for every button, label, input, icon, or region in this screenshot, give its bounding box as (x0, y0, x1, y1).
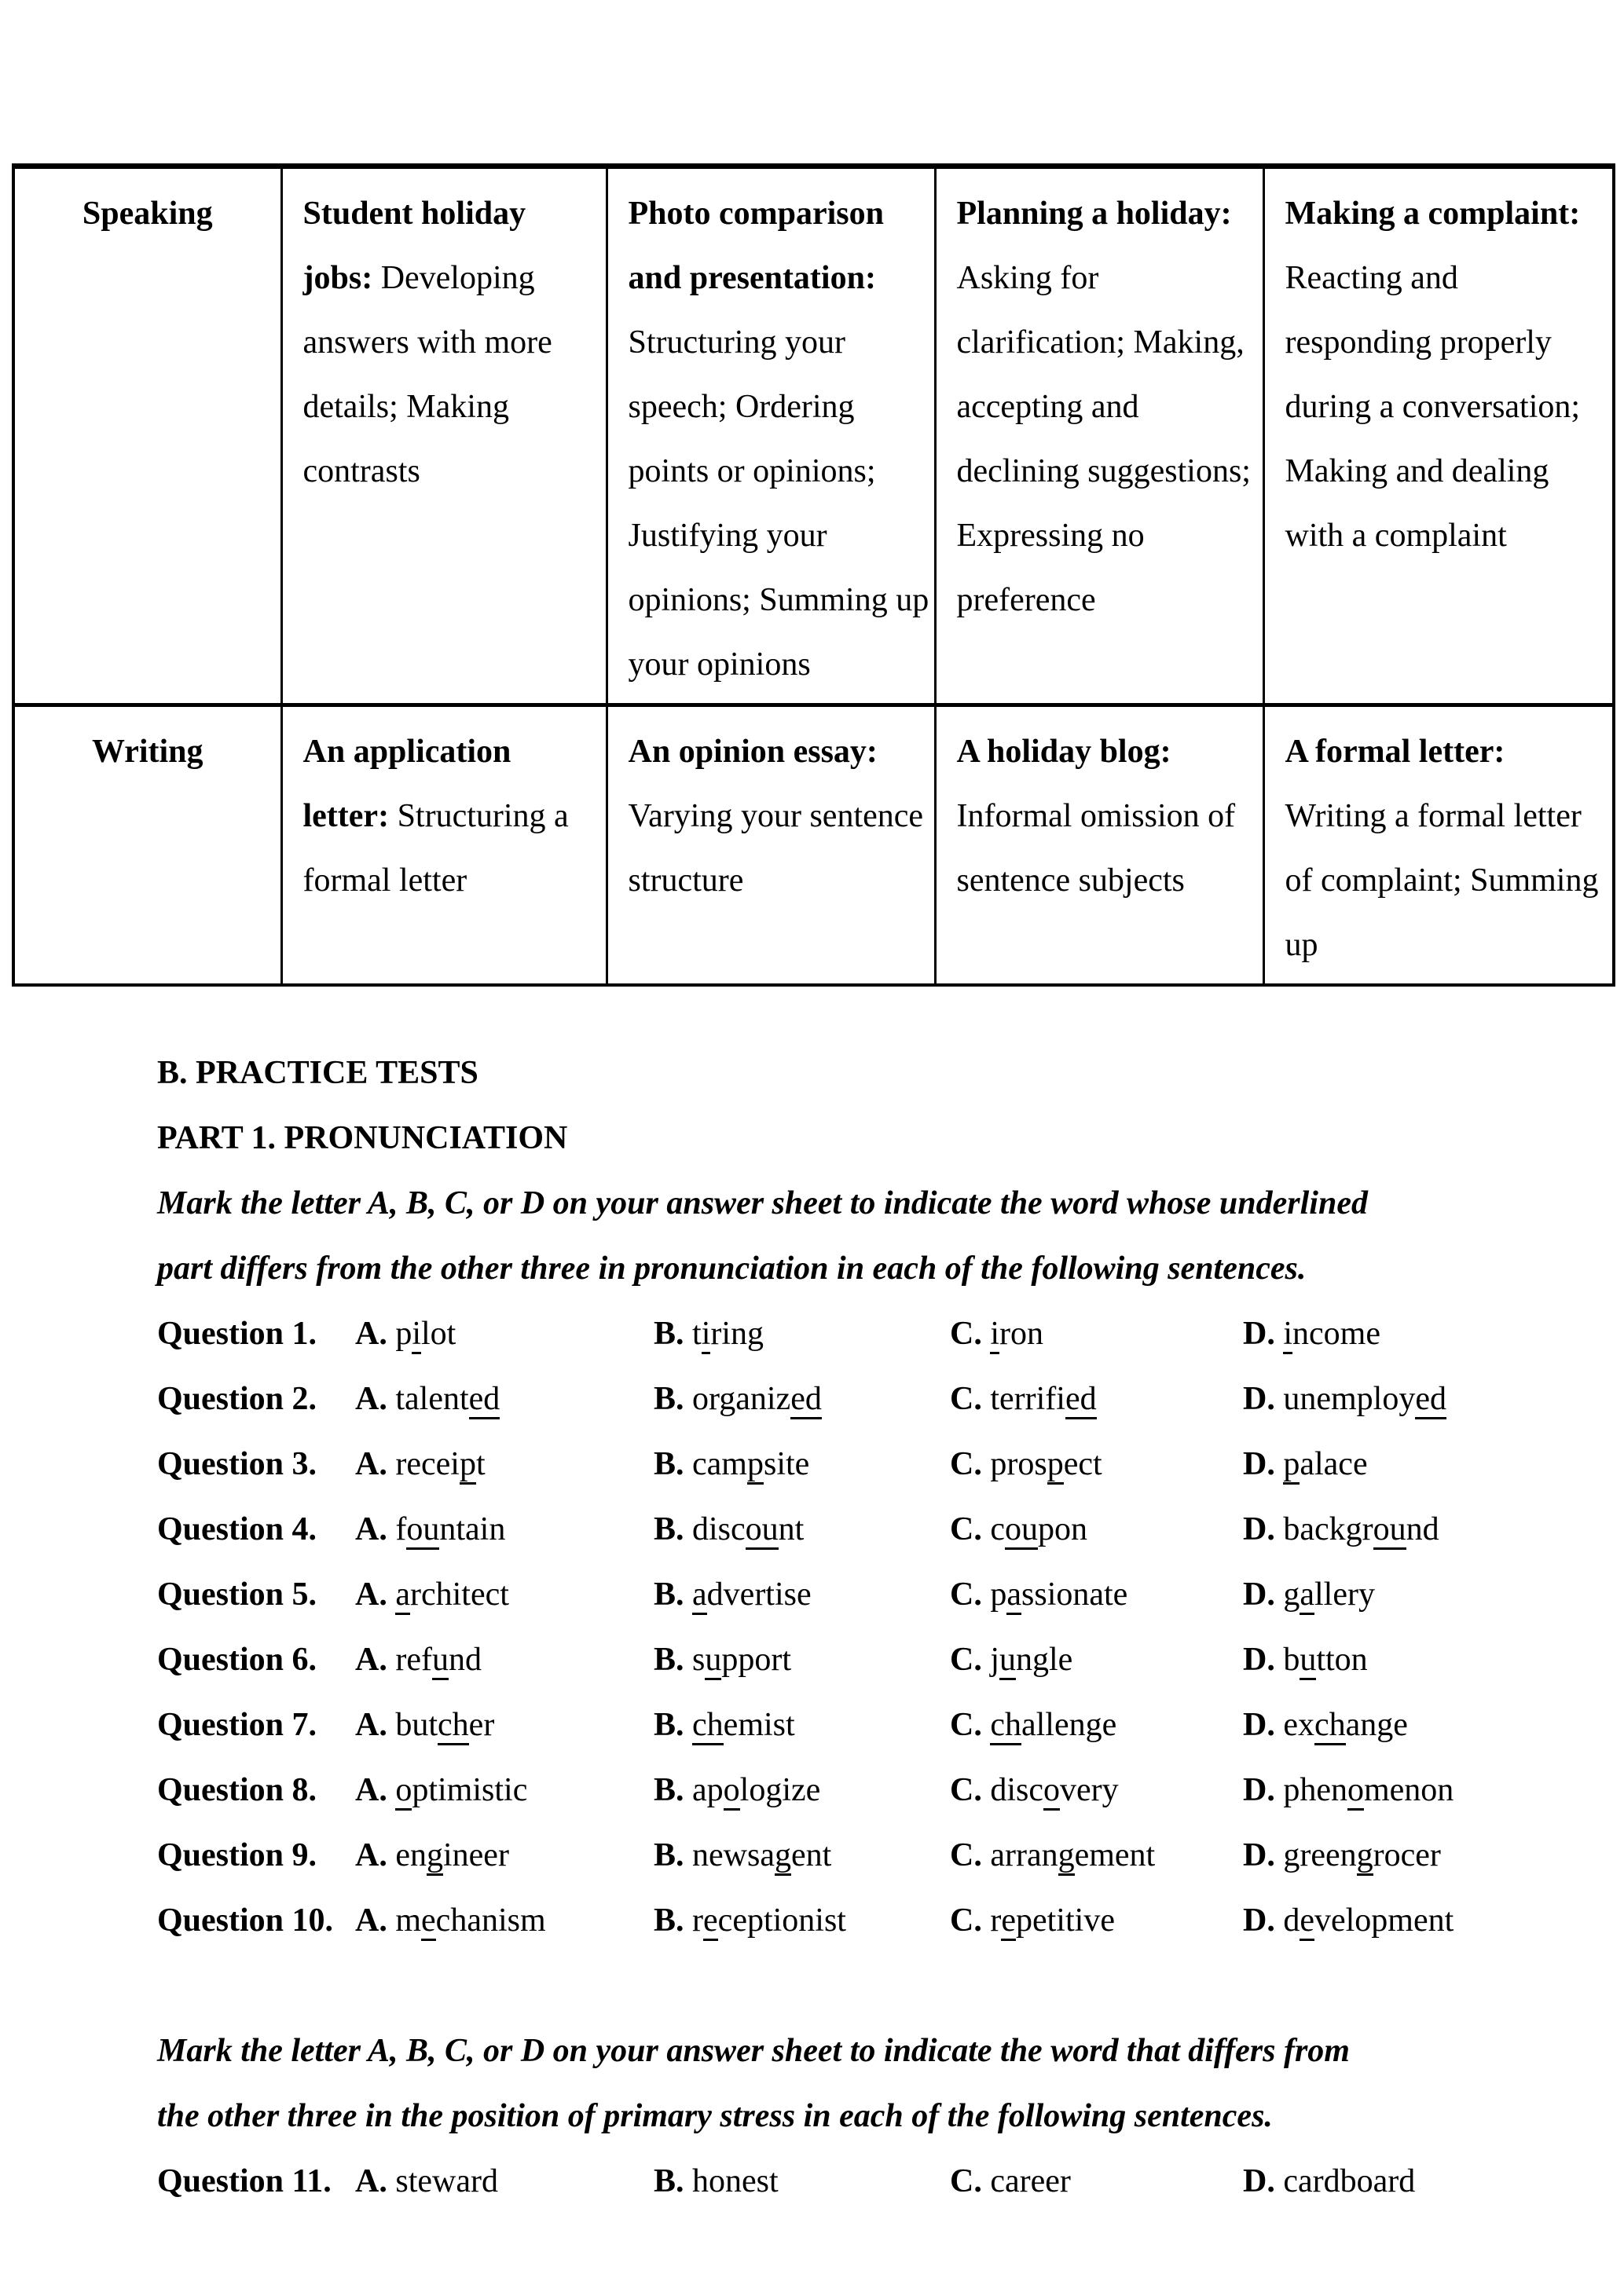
underlined-part: u (432, 1642, 449, 1680)
underlined-part: a (692, 1576, 707, 1615)
underlined-part: o (1347, 1772, 1364, 1811)
option-letter: D. (1243, 1576, 1275, 1613)
option-a: A. optimistic (355, 1758, 654, 1823)
option-a: A. fountain (355, 1497, 654, 1562)
question-row (157, 1758, 1571, 1823)
table-cell: Student holiday jobs: Developing answers with more details; Making contrasts (281, 167, 607, 705)
option-letter: C. (950, 1837, 982, 1873)
underlined-part: p (1047, 1446, 1064, 1485)
underlined-part: e (1001, 1902, 1016, 1941)
test-body (157, 1041, 1571, 2214)
option-b: B. advertise (654, 1562, 950, 1628)
option-c: C. career (950, 2163, 1071, 2199)
option-a: A. pilot (355, 1302, 654, 1367)
option-d: D. button (1243, 1628, 1571, 1693)
instruction-line: Mark the letter A, B, C, or D on your answer sheet to indicate the word whose underlined (157, 1185, 1368, 1221)
option-letter: A. (355, 1576, 387, 1613)
option-b: B. campsite (654, 1432, 950, 1497)
option-letter: B. (654, 1381, 684, 1417)
pronunciation-part (157, 1171, 1571, 1954)
underlined-part: a (395, 1576, 410, 1615)
option-a: A. refund (355, 1628, 654, 1693)
question-label: Question 3. (157, 1446, 317, 1482)
course-table (12, 163, 1615, 987)
underlined-part: i (990, 1316, 999, 1354)
option-a: A. architect (355, 1562, 654, 1628)
option-letter: A. (355, 1772, 387, 1808)
option-letter: C. (950, 1576, 982, 1613)
underlined-part: ch (990, 1707, 1021, 1745)
underlined-part: g (1058, 1837, 1075, 1876)
option-letter: A. (355, 1446, 387, 1482)
option-d: D. cardboard (1243, 2163, 1416, 2199)
option-letter: C. (950, 2163, 982, 2199)
row-label-speaking: Speaking (13, 167, 281, 705)
underlined-part: ed (469, 1381, 500, 1419)
instruction-line: Mark the letter A, B, C, or D on your answer sheet to indicate the word that differs from (157, 2033, 1350, 2069)
option-letter: A. (355, 1511, 387, 1547)
question-label: Question 9. (157, 1837, 317, 1873)
option-c: C. prospect (950, 1432, 1243, 1497)
table-row (13, 705, 1614, 986)
question-label: Question 11. (157, 2163, 332, 2199)
underlined-part: e (421, 1902, 436, 1941)
table-cell: An opinion essay: Varying your sentence structure (607, 705, 935, 986)
underlined-part: p (460, 1446, 476, 1485)
underlined-part: ed (790, 1381, 822, 1419)
underlined-part: a (1006, 1576, 1021, 1615)
option-letter: B. (654, 1316, 684, 1352)
option-letter: B. (654, 1707, 684, 1743)
table-cell: Photo comparison and presentation: Structuring your speech; Ordering points or opinions; Justifying your opinions; Summing up your opinions (607, 167, 935, 705)
option-d: D. palace (1243, 1432, 1571, 1497)
underlined-part: g (427, 1837, 443, 1876)
underlined-part: g (1357, 1837, 1373, 1876)
option-letter: D. (1243, 1446, 1275, 1482)
option-letter: D. (1243, 1381, 1275, 1417)
option-d: D. background (1243, 1497, 1571, 1562)
option-letter: C. (950, 1642, 982, 1678)
underlined-part: e (703, 1902, 718, 1941)
part-heading: PART 1. PRONUNCIATION (157, 1120, 568, 1156)
question-label: Question 4. (157, 1511, 317, 1547)
option-b: B. receptionist (654, 1888, 950, 1954)
question-row (157, 1302, 1571, 1367)
question-label: Question 6. (157, 1642, 317, 1678)
option-c: C. arrangement (950, 1823, 1243, 1888)
cell-topic: An opinion essay: (628, 734, 878, 770)
question-row (157, 1497, 1571, 1562)
table-row (13, 167, 1614, 705)
option-letter: B. (654, 1576, 684, 1613)
question-label: Question 5. (157, 1576, 317, 1613)
option-letter: A. (355, 1707, 387, 1743)
underlined-part: p (747, 1446, 764, 1485)
section-heading: B. PRACTICE TESTS (157, 1055, 478, 1091)
option-a: A. butcher (355, 1693, 654, 1758)
option-letter: B. (654, 1642, 684, 1678)
option-c: C. discovery (950, 1758, 1243, 1823)
underlined-part: o (395, 1772, 412, 1811)
cell-topic: Photo comparison and presentation: (628, 196, 884, 296)
option-letter: D. (1243, 2163, 1275, 2199)
question-row (157, 1562, 1571, 1628)
table-cell: A holiday blog: Informal omission of sentence subjects (935, 705, 1263, 986)
underlined-part: u (705, 1642, 721, 1680)
option-a: A. talented (355, 1367, 654, 1432)
option-d: D. unemployed (1243, 1367, 1571, 1432)
option-letter: A. (355, 1316, 387, 1352)
option-letter: A. (355, 2163, 387, 2199)
option-letter: B. (654, 1446, 684, 1482)
question-row (157, 1432, 1571, 1497)
option-c: C. passionate (950, 1562, 1243, 1628)
spacer (157, 1954, 1571, 2019)
option-d: D. greengrocer (1243, 1823, 1571, 1888)
cell-topic: An application letter: (302, 734, 511, 834)
option-d: D. exchange (1243, 1693, 1571, 1758)
question-row (157, 1823, 1571, 1888)
option-d: D. development (1243, 1888, 1571, 1954)
option-letter: B. (654, 1902, 684, 1939)
underlined-part: ed (1065, 1381, 1097, 1419)
option-letter: D. (1243, 1772, 1275, 1808)
option-c: C. repetitive (950, 1888, 1243, 1954)
option-b: B. newsagent (654, 1823, 950, 1888)
option-a: A. engineer (355, 1823, 654, 1888)
option-c: C. terrified (950, 1367, 1243, 1432)
option-letter: C. (950, 1902, 982, 1939)
underlined-part: i (702, 1316, 711, 1354)
underlined-part: o (1043, 1772, 1060, 1811)
table-cell: A formal letter: Writing a formal letter of complaint; Summing up (1263, 705, 1614, 986)
option-letter: A. (355, 1902, 387, 1939)
question-row (157, 1367, 1571, 1432)
question-label: Question 1. (157, 1316, 317, 1352)
cell-topic: Planning a holiday: (956, 196, 1232, 232)
option-b: B. organized (654, 1367, 950, 1432)
option-letter: C. (950, 1316, 982, 1352)
underlined-part: ch (1314, 1707, 1346, 1745)
option-b: B. tiring (654, 1302, 950, 1367)
option-a: A. mechanism (355, 1888, 654, 1954)
underlined-part: ou (1005, 1511, 1038, 1550)
instruction-line: the other three in the position of primary stress in each of the following sentences. (157, 2098, 1273, 2134)
stress-part (157, 2019, 1571, 2214)
option-d: D. phenomenon (1243, 1758, 1571, 1823)
option-letter: D. (1243, 1316, 1275, 1352)
underlined-part: ou (746, 1511, 779, 1550)
row-label-writing: Writing (13, 705, 281, 986)
underlined-part: u (1300, 1642, 1316, 1680)
option-letter: A. (355, 1381, 387, 1417)
option-d: D. income (1243, 1302, 1571, 1367)
underlined-part: a (1300, 1576, 1314, 1615)
option-c: C. coupon (950, 1497, 1243, 1562)
underlined-part: g (775, 1837, 791, 1876)
question-label: Question 2. (157, 1381, 317, 1417)
table-cell: An application letter: Structuring a formal letter (281, 705, 607, 986)
underlined-part: i (1283, 1316, 1292, 1354)
option-letter: C. (950, 1381, 982, 1417)
option-letter: D. (1243, 1511, 1275, 1547)
underlined-part: ch (692, 1707, 724, 1745)
option-letter: B. (654, 1772, 684, 1808)
option-d: D. gallery (1243, 1562, 1571, 1628)
option-a: A. receipt (355, 1432, 654, 1497)
underlined-part: u (999, 1642, 1016, 1680)
option-b: B. apologize (654, 1758, 950, 1823)
option-letter: D. (1243, 1837, 1275, 1873)
underlined-part: ch (438, 1707, 469, 1745)
option-letter: C. (950, 1446, 982, 1482)
option-letter: B. (654, 1511, 684, 1547)
option-letter: C. (950, 1707, 982, 1743)
underlined-part: ed (1415, 1381, 1446, 1419)
underlined-part: o (724, 1772, 740, 1811)
cell-topic: Student holiday jobs: (302, 196, 526, 296)
underlined-part: i (412, 1316, 421, 1354)
option-a: A. steward (355, 2163, 498, 2199)
option-letter: C. (950, 1511, 982, 1547)
underlined-part: p (1283, 1446, 1300, 1485)
option-c: C. jungle (950, 1628, 1243, 1693)
option-b: B. discount (654, 1497, 950, 1562)
cell-topic: A holiday blog: (956, 734, 1171, 770)
option-letter: A. (355, 1837, 387, 1873)
question-row (157, 1693, 1571, 1758)
option-letter: B. (654, 2163, 684, 2199)
option-c: C. challenge (950, 1693, 1243, 1758)
option-c: C. iron (950, 1302, 1243, 1367)
underlined-part: ou (406, 1511, 439, 1550)
question-label: Question 8. (157, 1772, 317, 1808)
underlined-part: e (1300, 1902, 1314, 1941)
option-b: B. honest (654, 2163, 779, 2199)
option-letter: A. (355, 1642, 387, 1678)
option-letter: B. (654, 1837, 684, 1873)
question-row (157, 2149, 1571, 2214)
cell-topic: Making a complaint: (1285, 196, 1581, 232)
question-label: Question 10. (157, 1902, 334, 1939)
option-letter: D. (1243, 1707, 1275, 1743)
underlined-part: ou (1373, 1511, 1406, 1550)
option-letter: D. (1243, 1642, 1275, 1678)
table-cell: Making a complaint: Reacting and responding properly during a conversation; Making and dealing with a complaint (1263, 167, 1614, 705)
table-cell: Planning a holiday: Asking for clarification; Making, accepting and declining suggestions; Expressing no preference (935, 167, 1263, 705)
question-row (157, 1628, 1571, 1693)
question-label: Question 7. (157, 1707, 317, 1743)
instruction-line: part differs from the other three in pronunciation in each of the following sentences. (157, 1251, 1307, 1287)
cell-topic: A formal letter: (1285, 734, 1505, 770)
question-row (157, 1888, 1571, 1954)
option-letter: D. (1243, 1902, 1275, 1939)
option-b: B. support (654, 1628, 950, 1693)
option-letter: C. (950, 1772, 982, 1808)
option-b: B. chemist (654, 1693, 950, 1758)
